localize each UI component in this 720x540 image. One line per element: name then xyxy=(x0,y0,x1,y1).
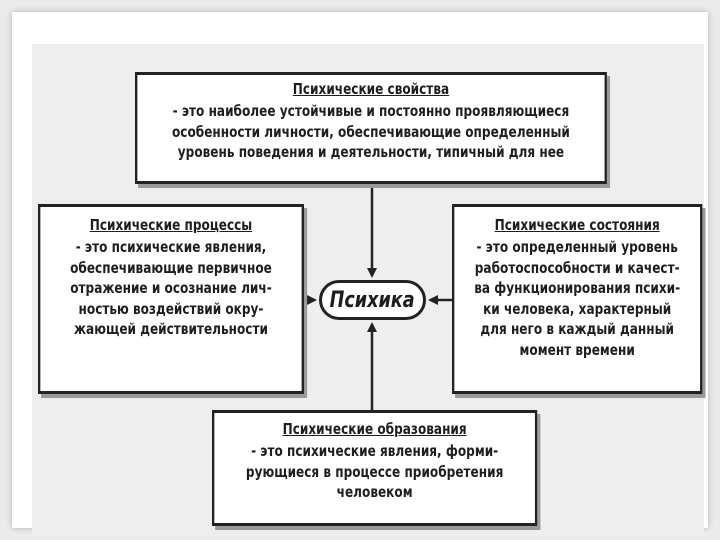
states-line: ки человека, характерный xyxy=(483,299,672,318)
properties-title: Психические свойства xyxy=(292,80,450,98)
properties-line: - это наиболее устойчивые и постоянно проявляющиеся xyxy=(172,102,570,120)
states-line: работоспособности и качест- xyxy=(474,258,680,277)
psyche-node xyxy=(319,280,426,320)
processes-box xyxy=(38,204,304,394)
psyche-diagram xyxy=(32,44,704,536)
states-box xyxy=(452,204,702,394)
processes-line: отражение и осознание лич- xyxy=(70,279,272,297)
formations-line: - это психические явления, форми- xyxy=(251,442,499,460)
properties-line: особенности личности, обеспечивающие определенный xyxy=(171,122,570,141)
formations-title: Психические образования xyxy=(282,420,467,438)
states-title: Психические состояния xyxy=(494,216,660,234)
states-line: - это определенный уровень xyxy=(476,238,678,256)
states-line: момент времени xyxy=(519,340,635,359)
slide xyxy=(12,12,708,528)
states-line: ва функционирования психи- xyxy=(474,279,681,297)
states-line: для него в каждый данный xyxy=(480,320,675,338)
processes-line: жающей действительности xyxy=(74,320,268,338)
processes-line: обеспечивающие первичное xyxy=(70,258,272,277)
properties-line: уровень поведения и деятельности, типичный для нее xyxy=(177,143,565,161)
processes-line: - это психические явления, xyxy=(75,238,267,256)
formations-line: рующиеся в процессе приобретения xyxy=(245,462,504,481)
processes-title: Психические процессы xyxy=(89,216,253,234)
processes-line: ностью воздействий окру- xyxy=(78,299,264,318)
formations-line: человеком xyxy=(336,483,413,501)
psyche-label: Психика xyxy=(330,287,416,313)
formations-box xyxy=(212,410,537,526)
properties-box xyxy=(135,72,607,184)
